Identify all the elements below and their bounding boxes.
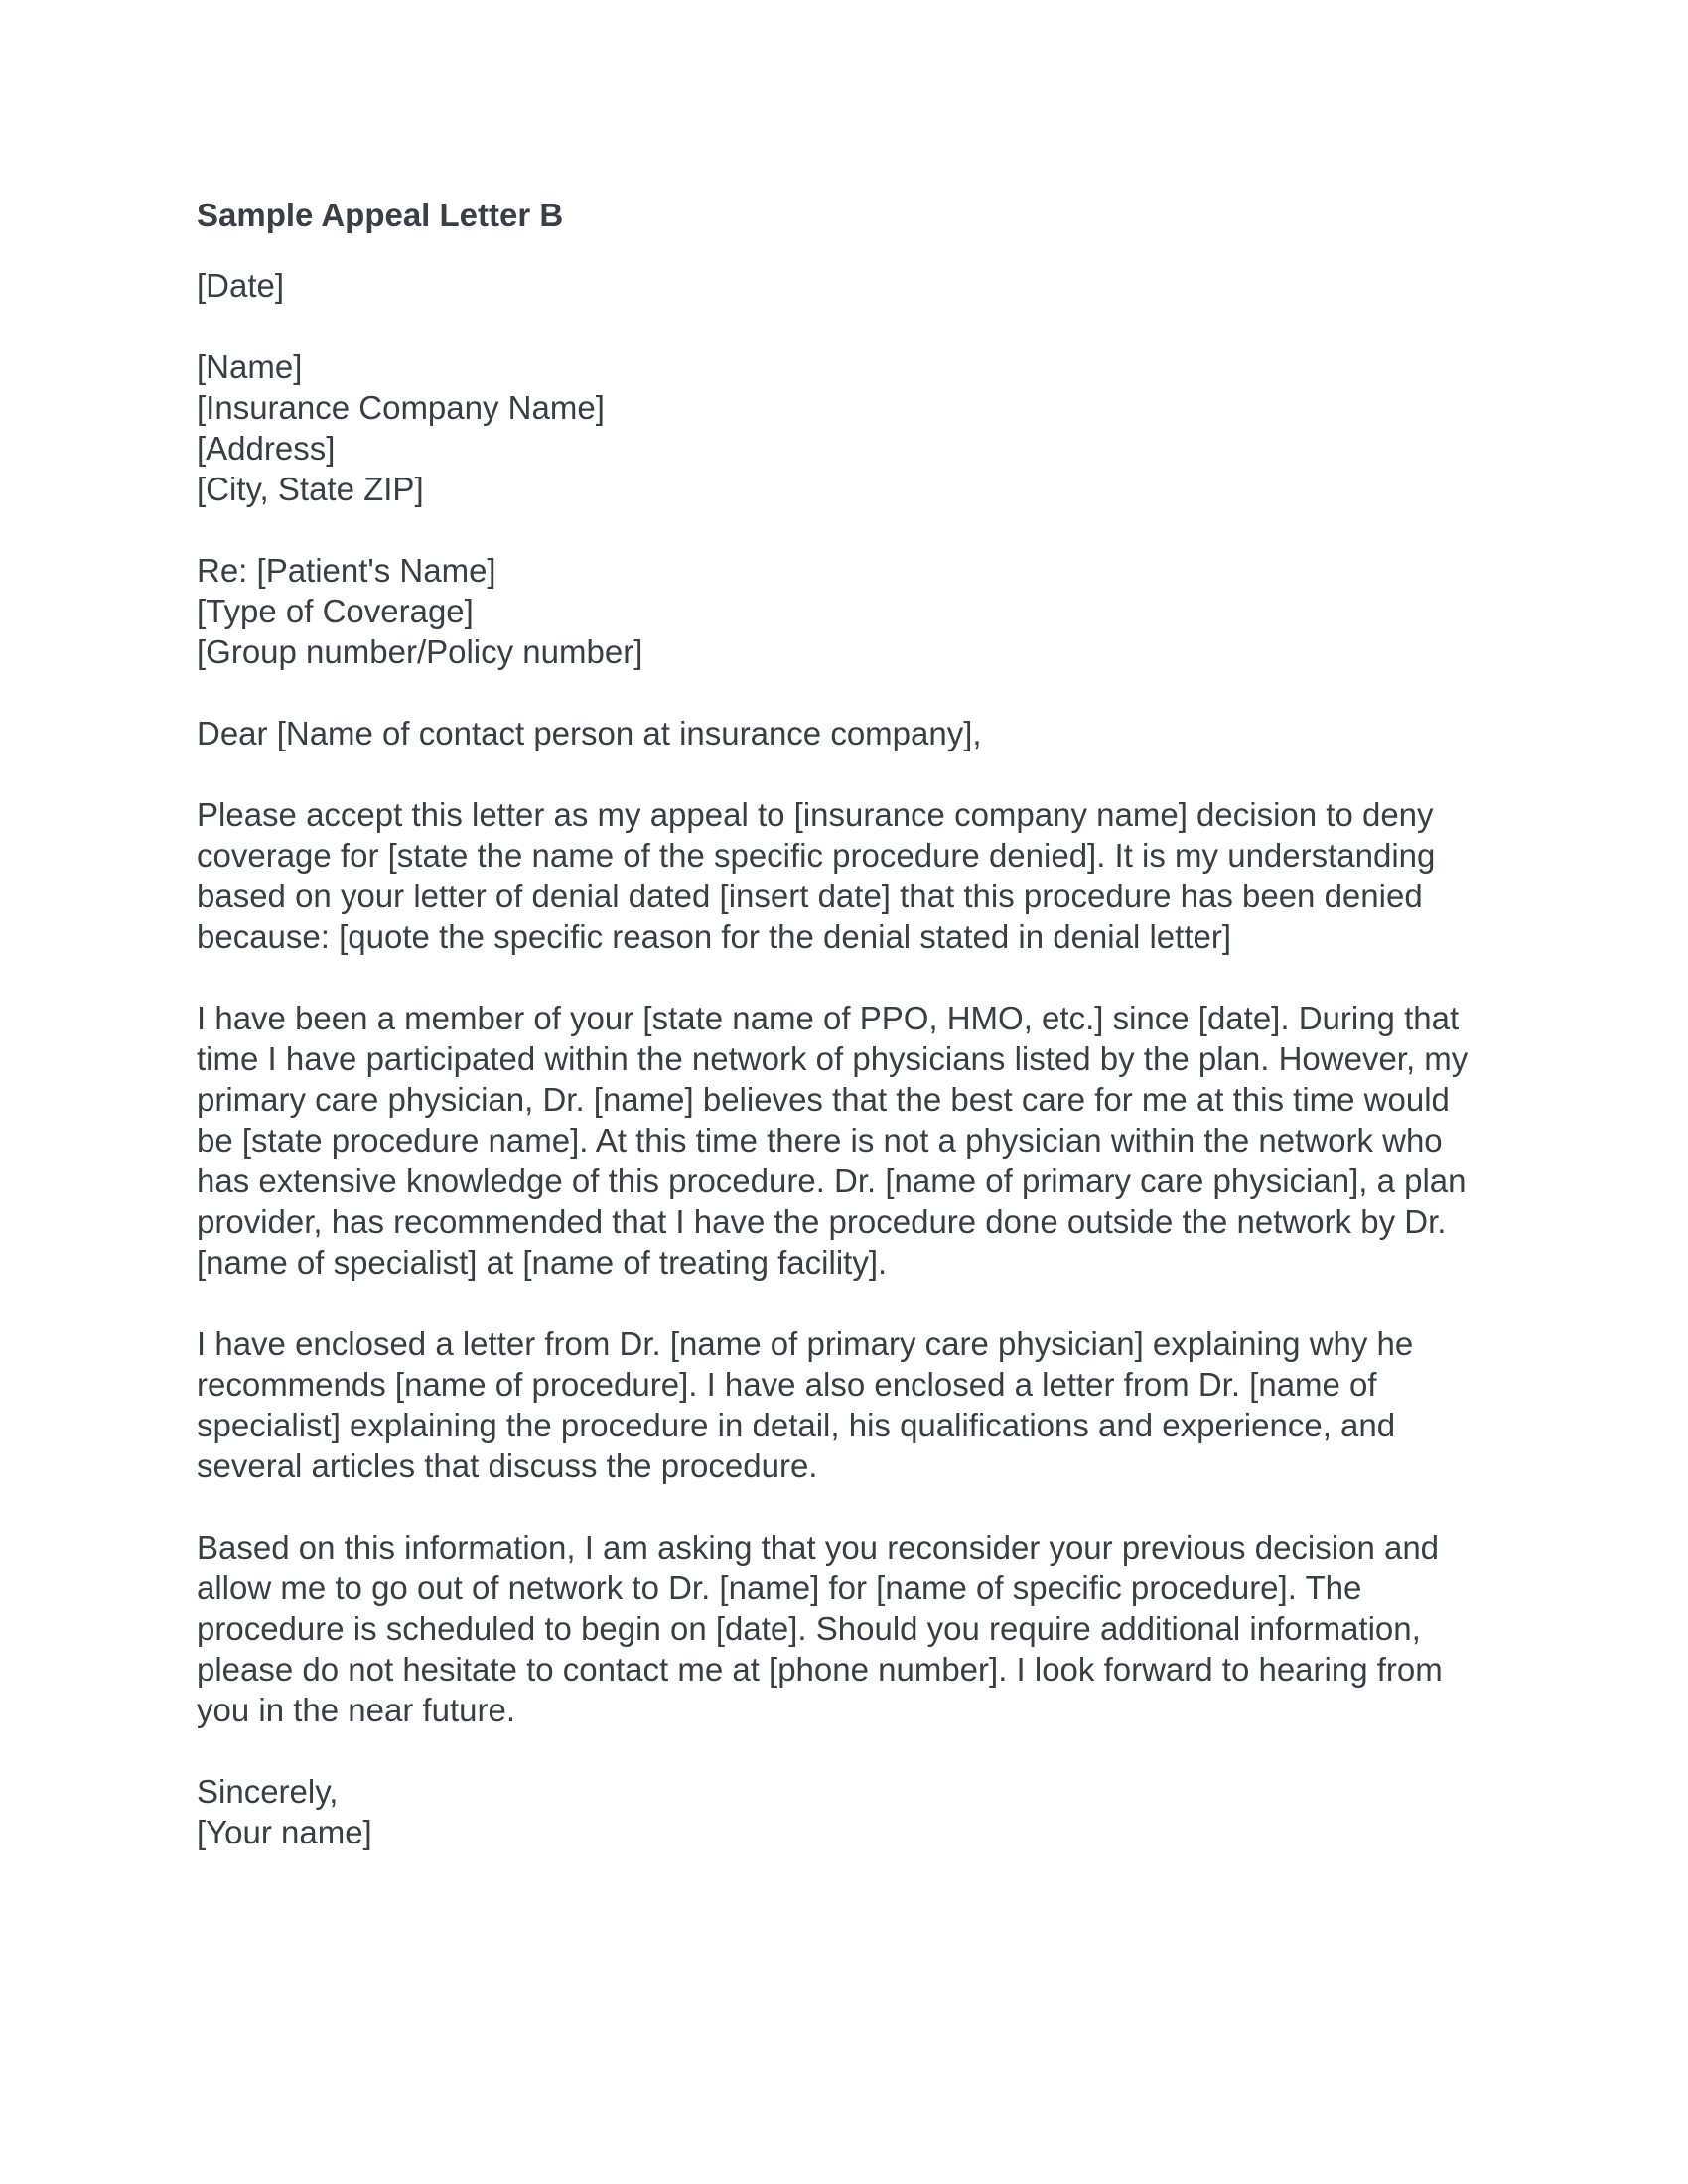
salutation-line: Dear [Name of contact person at insurance company], <box>197 715 982 751</box>
paragraph-line: coverage for [state the name of the specific procedure denied]. It is my understanding <box>197 837 1436 874</box>
recipient-line: [Insurance Company Name] <box>197 389 605 426</box>
closing-line: Sincerely, <box>197 1773 339 1810</box>
paragraph-line: primary care physician, Dr. [name] believes that the best care for me at this time would <box>197 1081 1450 1118</box>
paragraph-line: procedure is scheduled to begin on [date]. Should you require additional information, <box>197 1610 1421 1647</box>
paragraph-line: you in the near future. <box>197 1692 516 1728</box>
reference-line: [Group number/Policy number] <box>197 633 643 670</box>
body-paragraph-4 <box>197 1527 1507 1730</box>
paragraph-line: Please accept this letter as my appeal to [insurance company name] decision to deny <box>197 796 1434 833</box>
letter-title: Sample Appeal Letter B <box>197 197 564 233</box>
paragraph-line: because: [quote the specific reason for the denial stated in denial letter] <box>197 918 1231 955</box>
recipient-line: [City, State ZIP] <box>197 471 424 507</box>
paragraph-line: provider, has recommended that I have the procedure done outside the network by Dr. <box>197 1203 1447 1240</box>
paragraph-line: [name of specialist] at [name of treating facility]. <box>197 1244 888 1281</box>
letter-date <box>197 265 1507 306</box>
closing-block <box>197 1771 1507 1852</box>
paragraph-line: Based on this information, I am asking that you reconsider your previous decision and <box>197 1529 1440 1566</box>
recipient-address <box>197 346 1507 509</box>
reference-block <box>197 550 1507 672</box>
body-paragraph-2 <box>197 998 1507 1283</box>
recipient-line: [Name] <box>197 348 303 385</box>
paragraph-line: I have enclosed a letter from Dr. [name of primary care physician] explaining why he <box>197 1325 1414 1362</box>
paragraph-line: has extensive knowledge of this procedure. Dr. [name of primary care physician], a plan <box>197 1162 1467 1199</box>
recipient-line: [Address] <box>197 430 336 467</box>
paragraph-line: I have been a member of your [state name of PPO, HMO, etc.] since [date]. During that <box>197 1000 1460 1036</box>
signature-name: [Your name] <box>197 1814 372 1850</box>
body-paragraph-3 <box>197 1323 1507 1486</box>
paragraph-line: recommends [name of procedure]. I have also enclosed a letter from Dr. [name of <box>197 1366 1377 1403</box>
paragraph-line: time I have participated within the network of physicians listed by the plan. However, my <box>197 1040 1469 1077</box>
letter-page <box>197 195 1507 1893</box>
paragraph-line: allow me to go out of network to Dr. [name] for [name of specific procedure]. The <box>197 1570 1362 1606</box>
reference-line: Re: [Patient's Name] <box>197 552 496 589</box>
paragraph-line: be [state procedure name]. At this time there is not a physician within the network who <box>197 1122 1443 1159</box>
paragraph-line: based on your letter of denial dated [insert date] that this procedure has been denied <box>197 878 1423 914</box>
salutation <box>197 713 1507 753</box>
date-line: [Date] <box>197 267 285 304</box>
paragraph-line: please do not hesitate to contact me at [phone number]. I look forward to hearing from <box>197 1651 1443 1688</box>
paragraph-line: several articles that discuss the procedure. <box>197 1447 818 1484</box>
paragraph-line: specialist] explaining the procedure in detail, his qualifications and experience, and <box>197 1407 1396 1443</box>
body-paragraph-1 <box>197 794 1507 957</box>
reference-line: [Type of Coverage] <box>197 593 474 629</box>
